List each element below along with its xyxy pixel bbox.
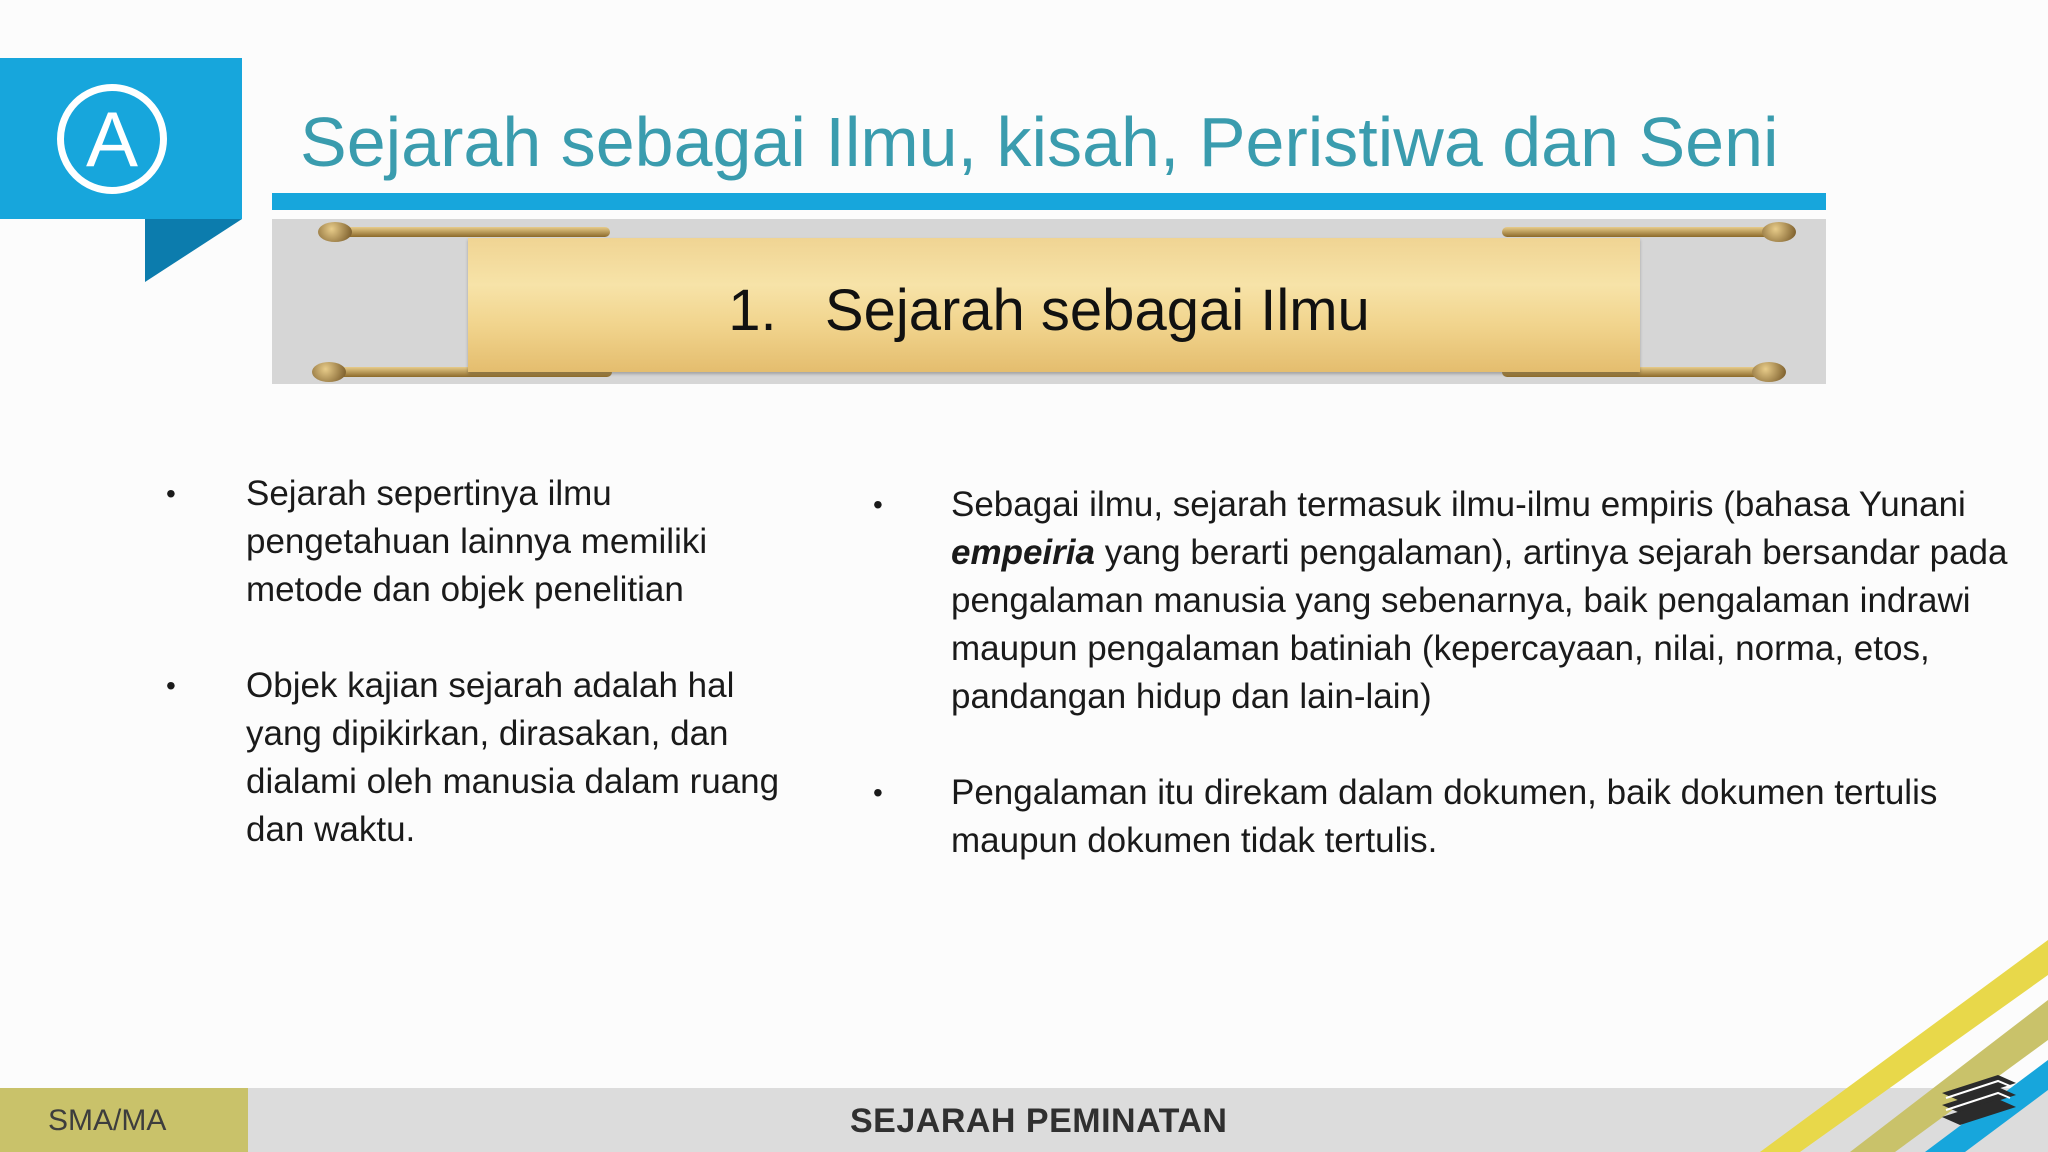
banner-heading: 1. Sejarah sebagai Ilmu bbox=[728, 278, 1370, 343]
bullet-text: yang berarti pengalaman), artinya sejarah bersandar pada pengalaman manusia yang sebenarnya, baik pengalaman indrawi maupun pengalaman batiniah (kepercayaan, nilai, norma, etos, pandangan hidup dan lain-lain) bbox=[951, 533, 2008, 716]
bullet-text: Pengalaman itu direkam dalam dokumen, baik dokumen tertulis maupun dokumen tidak tertulis. bbox=[951, 773, 1938, 860]
bullet-icon: • bbox=[166, 478, 176, 509]
bullet-text: Objek kajian sejarah adalah hal yang dipikirkan, dirasakan, dan dialami oleh manusia dalam ruang dan waktu. bbox=[246, 666, 780, 849]
footer-level-label: SMA/MA bbox=[48, 1104, 167, 1137]
bullet-icon: • bbox=[873, 777, 883, 808]
bullet-icon: • bbox=[166, 670, 176, 701]
bullet-text: Sebagai ilmu, sejarah termasuk ilmu-ilmu empiris (bahasa Yunani bbox=[951, 485, 1966, 524]
slide-title: Sejarah sebagai Ilmu, kisah, Peristiwa dan Seni bbox=[300, 103, 1779, 181]
section-letter-badge: A bbox=[57, 84, 167, 194]
footer-subject-label: SEJARAH PEMINATAN bbox=[850, 1102, 1228, 1140]
bullet-text: Sejarah sepertinya ilmu pengetahuan lainnya memiliki metode dan objek penelitian bbox=[246, 474, 708, 609]
bullet-icon: • bbox=[873, 489, 883, 520]
emphasis-term: empeiria bbox=[951, 533, 1095, 572]
